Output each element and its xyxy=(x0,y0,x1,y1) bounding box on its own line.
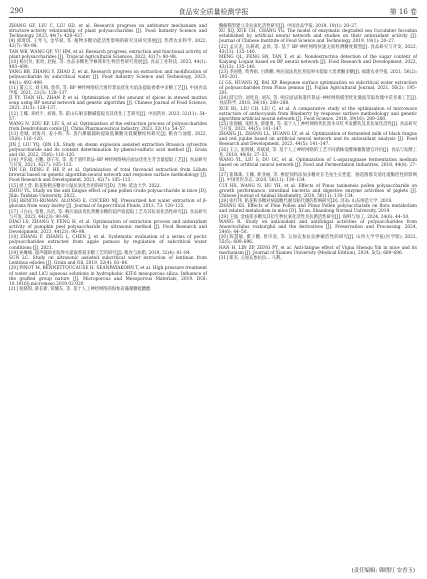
reference-entry: [17] 刁白山, 张艳, 冯浩, 等. 响应面法优化黄精多糖的超声波提取工艺及其抗氧化活性研究[J]. 食品研究与开发, 2023, 44(23): 90–98. xyxy=(9,209,207,220)
reference-entry: ZHOU YL. Study on the anti fatigue effect of pine pollen crude polysaccharide in mice [D]. Jilin: Yanbian University, 2022. xyxy=(9,189,207,200)
reference-entry: [11] 董云云, 刘玉梅, 詹伟, 等. BP 神经网络结合遗传算法优化火焰法提取香菜中多糖工艺[J]. 中国食品学报, 2021, 21(3): 128–137. xyxy=(9,85,207,96)
reference-entry: [30] 陈慧敏, 瞿子鹏, 曾序姿, 等. 五加玄参抗抗肿瘤活性的研究[J]. 山西大学学报(医学版), 2022, 55(5): 689–696. xyxy=(219,235,417,246)
reference-entry: TAN WB, WANG QF, YU HM, et al. Research progress, extraction and functional activity of plant polysaccharides [J]. Tropical Agricultural Sciences, 2022, 42(7): 90–98. xyxy=(9,49,208,60)
volume-label: 第 16 卷 xyxy=(389,8,417,16)
reference-entry: [14] 尹乐斌, 毛鹏, 刘子军, 等. 基于遗传算法–BP 神经网络响应面法优化生苷含量提取工艺[J]. 食品研究与开发, 2021, 42(7): 105–113. xyxy=(9,157,207,169)
reference-entry: [29] 王强. 金线莲多糖及其衍生物抗氧化活性及抗菌活性研究[J]. 保鲜与加工, 2024, 24(6): 44–50. xyxy=(219,214,410,220)
reference-entry: WANG R. Study on antioxidant and antifungal activities of polysaccharides from Anoectochilus roxburghii and the derivatives [J]. Preservation and Processing, 2024, 24(6): 44–50. xyxy=(219,220,417,236)
reference-entry: [9] 谭琦琪, 王琴飞, 金华斌, 等. 植物多糖功能活性影响的研究及研究进展[J]. 热带农业科学, 2022, 42(7): 90–98. xyxy=(9,39,207,50)
journal-title: 食品安全质量检测学报 xyxy=(178,8,249,16)
reference-entry: SUN LC. Study on ultrasonic assisted subcritical water extraction of lentinan from Lentinus edodes [J]. Grain and Oil, 2019, 32(4): 81–84. xyxy=(9,256,207,267)
reference-column-right xyxy=(219,24,417,261)
reference-entry: [28] 张红伟. 粘花粉多糖对病鼠糖代谢及粘代谢的影响研究[D]. 济南: 山东师范大学, 2019. xyxy=(219,199,393,205)
reference-entry: XU XQ, XUE CH, CHANG YG. The model of enzymatic degraded sea Cucumber fucoidan established by artificial neural network and studies on their antioxidant activity [J]. Journal of Chinese Institute of Food Science and Technology, 2019, 19(1): 20–27. xyxy=(219,29,417,45)
reference-entry: [20] PINOT M, BENNETTOUCAUSE H, SEANPAYAKORN T, et al. High pressure treatment of water and LiCl aqueous solutions in hydrophobic KIT-6 mesoporous silica: Influence of the grafted group nature [J]. Microporous and Mesoporous Materials, 2019. DOI: 10.1016/j.micromeso.2019.02.020 xyxy=(9,266,207,287)
reference-entry: [23] 李国胜, 黄秀娟, 白新鹏. 响应面法优化亚临界水提取大麦黄酮多糖[J]. 福建农业学报, 2021, 56(2): 195–201. xyxy=(219,70,417,81)
reference-entry: YANG BB, ZHANG Y, ZHAO Z, et al. Research progress on extraction and modification of polysaccharide by subcritical water [J]. Food Industry Science and Technology, 2023, 44(1): 493–499. xyxy=(9,70,207,86)
reference-entry: ZHANG GF, LIU C, LIU GD, et al. Research progress on antitumor mechanism and structure-activity relationship of plant polysaccharides [J]. Food Industry Science and Technology, 2023, 44(7): 428–437. xyxy=(9,24,207,40)
reference-entry: JIN J, LIU YQ, QIN LX. Study on steam explosion assisted extraction Brassica sylvestris polysaccharide and its content determination by phenol-sulfuric acid method [J]. Grain and Oil, 2022, 35(6): 116–120. xyxy=(9,142,207,158)
reference-entry: [15] 周士萱. 粘花粉粗多糖对小鼠抗氧化作用的研究[D]. 吉林: 延边大学, 2022. xyxy=(9,183,162,189)
reference-entry: HAN H, LIN ZP, ZENG PY, et al. Anti-fatigue effect of Vigna Shenqu Yin in mice and its mechanism [J]. Journal of Xiamen University (Medical Edition), 2024, 5(5): 689–696. xyxy=(219,245,417,256)
reference-entry: DIAO LS, ZHANG Y, FENG H, et al. Optimization of extraction process and antioxidant activity of pumpkin peel polysaccharide by ultrasonic method [J]. Food Research and Development, 2023, 44(23): 90–98. xyxy=(9,220,207,236)
reference-entry: 酶解模型建立及抗氧化活性研究[J]. 中国食品学报, 2019, 19(1): 20–27. xyxy=(219,24,358,29)
reference-entry: [13] 金城, 刘海舟, 姜小昀, 等. 蒸汽爆破辅助提取低聚糖及低聚糖结构研究[J]. 粮食与油脂, 2022, 35(6): 116–120. xyxy=(9,132,207,143)
reference-entry: YIN LB, DENG F, HE P, et al. Optimization of total flavonoid extraction from Lilium brownii based on genetic algorithm-neural network and response surface methodology [J]. Food Research and Development, 2021, 42(7): 105–113. xyxy=(9,168,207,184)
reference-entry: MENG QL, FENG SN, TAN T, et al. Nondestructive detection of the sugar content of Kaiyang Loquat based on BP neural network [J]. Food Research and Development, 2022, 43(13): 135–140. xyxy=(219,55,417,71)
reference-entry: [21] 张晓琪, 薛长新, 常耀东, 等. 基于人工神经网络的海参岩藻聚糖硫酸酯 xyxy=(9,286,151,292)
reference-entry: [16] BENITO-ROMAN, ALONSO E, COCERO MJ. Pressurized hot water extraction of β-glucans from waxy barley [J]. Journal of Supercritical Fluids, 2013, 73: 120–125. xyxy=(9,199,207,210)
reference-entry: [27] 崔珠珠, 王娜, 师亚丽, 等. 掺混饲料添加多糖对长毛兔生长性能、肠道菌群及消化道酶活性的影响[J]. 中国兽医杂志, 2020, 56(11): 130–134. xyxy=(219,173,417,184)
reference-entry: [25] 张润楠, 张胜龙, 蔡建勇, 等. 基于人工神经网络优化黑木耳红枣发酵乳及其抗氧化活性[J]. 食品研究与开发, 2023, 44(5): 141–147. xyxy=(219,121,417,132)
reference-column-left xyxy=(9,24,207,292)
reference-entry: [12] 王娜, 邓经宇, 刘锦, 等. 霍山石斛多糖碱提取及其优化工艺研究[J]. 中国药业, 2023, 32(11): 54–57. xyxy=(9,111,207,122)
reference-entry: XUE BL, LIU CH, LIU C, et al. A comparative study of the optimization of microwave extraction of anthocyanin from Blueberry by response surface methodology and genetic algorithm-artificial neural network [J]. Food Science, 2018, 39(16): 280–288. xyxy=(219,106,417,122)
reference-entry: WANG N, ZOU KP, LIU S, et al. Optimization of the extraction process of polysaccharides from Dendrobium comis [J]. China Pharmaceutical Industry, 2023, 32(11): 54–57. xyxy=(9,121,207,132)
header-rule xyxy=(9,17,418,18)
editor-note: (责任编辑: 韩晓红 安香玉) xyxy=(351,568,415,574)
reference-entry: [26] 王云, 张明城, 邓斌斌, 等. 基于人工神经网络的工艺不同菌株发酵辣椒酱感官评价[J]. 食品与发酵工业, 2018, 44(8): 27–33. xyxy=(219,147,417,158)
reference-entry: [31] 郑杰. 五加玄参抗抗... 马利。 xyxy=(219,256,285,262)
reference-entry: JI YY, TIAN HL, ZHAN P, et al. Optimization of the amount of spices in stewed mutton soup using BP neural network and genetic algorithm [J]. Chinese Journal of Food Science, 2021, 21(3): 128–137. xyxy=(9,96,207,112)
reference-entry: CUI HX, WANG N, HU YH, et al. Effects of Pinus taxinensis pollen polysaccharide on growth performance, intestinal bacteria and digestive enzyme activities of piglets [J]. Chinese Journal of Animal Husbandry, 2020, 56(11): 130–134. xyxy=(219,183,417,199)
reference-entry: WANG YL, LIU S, DU GC, et al. Optimization of L-asparaginase fermentation medium based on artificial neural network [J]. Food and Fermentation Industries, 2018, 44(8): 27–33. xyxy=(219,157,417,174)
reference-entry: [10] 杨贝贝, 张欣, 赵振, 等. 食品多糖化学修饰和生物活性研究进展[J]. 食品工业科技, 2023, 44(1): 493–499. xyxy=(9,60,207,71)
reference-entry: [24] 薛宝玲, 刘兆良, 刘东, 等. 响应面法和遗传算法–神经网络模型优化微波萃取玫瑰中花青素工艺[J]. 食品科学, 2018, 39(16): 280–288. xyxy=(219,96,417,107)
page-number: 290 xyxy=(10,7,24,15)
reference-entry: ZHANG KS. Effects of Pine Pollen and Pinus Pollen polysaccharide on flora metabolism and related metabolism in mice [D]. Xi'an: Shandong Normal University, 2019. xyxy=(219,204,417,215)
reference-entry: [19] 孙琳瑜. 超声辅助亚临界水提取香菇多糖工艺的研究[J]. 粮食与油脂, 2019, 32(4): 81–84. xyxy=(9,250,191,256)
reference-entry: [22] 孟庆龙, 冯莉莉, 孟欣, 等. 基于 BP 神经网络快速无损检测糖度模型[J]. 食品研究与开发, 2022, 43(13): 135–140. xyxy=(219,44,417,55)
reference-entry: LI GS, HUANG XJ, BAI XP. Response surface optimization on subcritical water extraction of polysaccharides from Pinus pennus [J]. Fujian Agricultural Journal, 2021, 56(2): 195–201. xyxy=(219,80,417,96)
reference-entry: [18] ZHANG F, ZHANG L, CHEN J, et al. Systematic evaluation of a series of pectic polysaccharides extracted from apple pomace by regulation of subcritical water conditions [J]. 2021. xyxy=(9,235,207,251)
reference-entry: ZHANG JL, ZHANG LL, HUANG LY, et al. Optimization of fermented milk of black fungus and red jujube based on artificial neural network and its antioxidant analysis [J]. Food Research and Development, 2023, 44(5): 141–147. xyxy=(219,132,417,148)
